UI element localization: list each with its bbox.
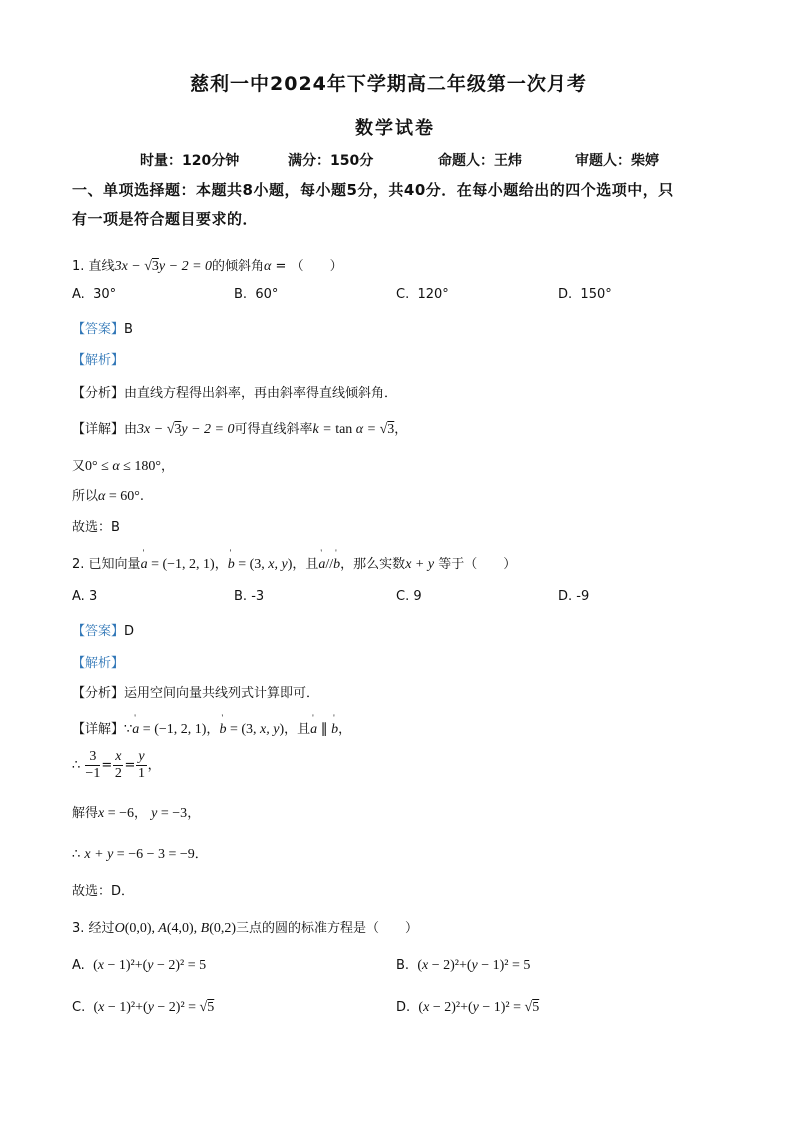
q3-option-d: D. (x − 2)²+(y − 1)² = √5: [396, 1000, 540, 1015]
q1-fenxi: 【分析】由直线方程得出斜率，再由斜率得直线倾斜角．: [72, 386, 398, 401]
q1-result: 所以α = 60°.: [72, 489, 145, 504]
q1-line-equation: 3x − √3y − 2 = 0: [114, 259, 213, 274]
q3-option-b: B. (x − 2)²+(y − 1)² = 5: [396, 958, 531, 973]
q2-analysis-tag: 【解析】: [72, 656, 125, 671]
section-line-2: 有一项是符合题目要求的．: [72, 210, 259, 228]
q2-conclusion: 故选：D．: [72, 884, 135, 899]
exam-score: 满分：150分: [288, 153, 374, 169]
exam-subtitle: 数学试卷: [355, 118, 435, 139]
q1-option-a: A. 30°: [72, 287, 117, 302]
q1-alpha: α: [264, 259, 272, 274]
exam-author: 命题人：王炜: [438, 153, 522, 169]
q1-option-b: B. 60°: [234, 287, 279, 302]
q1-number: 1.: [72, 259, 85, 274]
q2-ratio: ∴ $\frac{3}{-1}$ = $\frac{x}{2}$ = $\frac{y}{1}$ ，: [72, 749, 161, 781]
section-line-1: 一、单项选择题：本题共8小题，每小题5分，共40分．在每小题给出的四个选项中，只: [72, 181, 674, 199]
q1-analysis-tag: 【解析】: [72, 353, 125, 368]
q1-stem-mid: 的倾斜角: [212, 259, 265, 274]
exam-reviewer: 审题人：柴婷: [575, 153, 659, 169]
q2-option-c: C. 9: [396, 589, 422, 604]
q1-answer: 【答案】B: [72, 322, 133, 337]
q2-stem: 2. 已知向量' a = (−1, 2, 1)，' b = (3, x, y)，且' a//' b，那么实数x + y 等于（ ）: [72, 553, 516, 573]
q2-answer: 【答案】D: [72, 624, 135, 639]
q1-stem: 1. 直线3x − √3y − 2 = 0的倾斜角α = （ ）: [72, 259, 343, 274]
q2-detail: 【详解】∵' a = (−1, 2, 1)，' b = (3, x, y)，且' a ∥ ' b，: [72, 718, 351, 738]
q2-fenxi: 【分析】运用空间向量共线列式计算即可．: [72, 686, 320, 701]
q2-option-d: D. -9: [558, 589, 590, 604]
q2-solve: 解得x = −6， y = −3，: [72, 806, 201, 821]
q1-option-d: D. 150°: [558, 287, 612, 302]
q3-stem: 3. 经过O(0,0), A(4,0), B(0,2)三点的圆的标准方程是（ ）: [72, 921, 419, 936]
q1-range: 又0° ≤ α ≤ 180°，: [72, 459, 174, 474]
q2-sum: ∴ x + y = −6 − 3 = −9．: [72, 847, 208, 862]
q3-option-a: A. (x − 1)²+(y − 2)² = 5: [72, 958, 207, 973]
q3-option-c: C. (x − 1)²+(y − 2)² = √5: [72, 1000, 215, 1015]
q2-option-a: A. 3: [72, 589, 98, 604]
q1-stem-post: （ ）: [290, 259, 343, 274]
q1-option-c: C. 120°: [396, 287, 449, 302]
section-heading: [72, 176, 674, 234]
exam-time: 时量：120分钟: [140, 153, 240, 169]
q2-option-b: B. -3: [234, 589, 265, 604]
q1-detail: 【详解】由3x − √3y − 2 = 0可得直线斜率k = tan α = √3，: [72, 422, 408, 437]
q1-conclusion: 故选：B: [72, 520, 120, 535]
q1-stem-pre: 直线: [88, 259, 115, 274]
exam-title: 慈利一中2024年下学期高二年级第一次月考: [190, 73, 587, 95]
